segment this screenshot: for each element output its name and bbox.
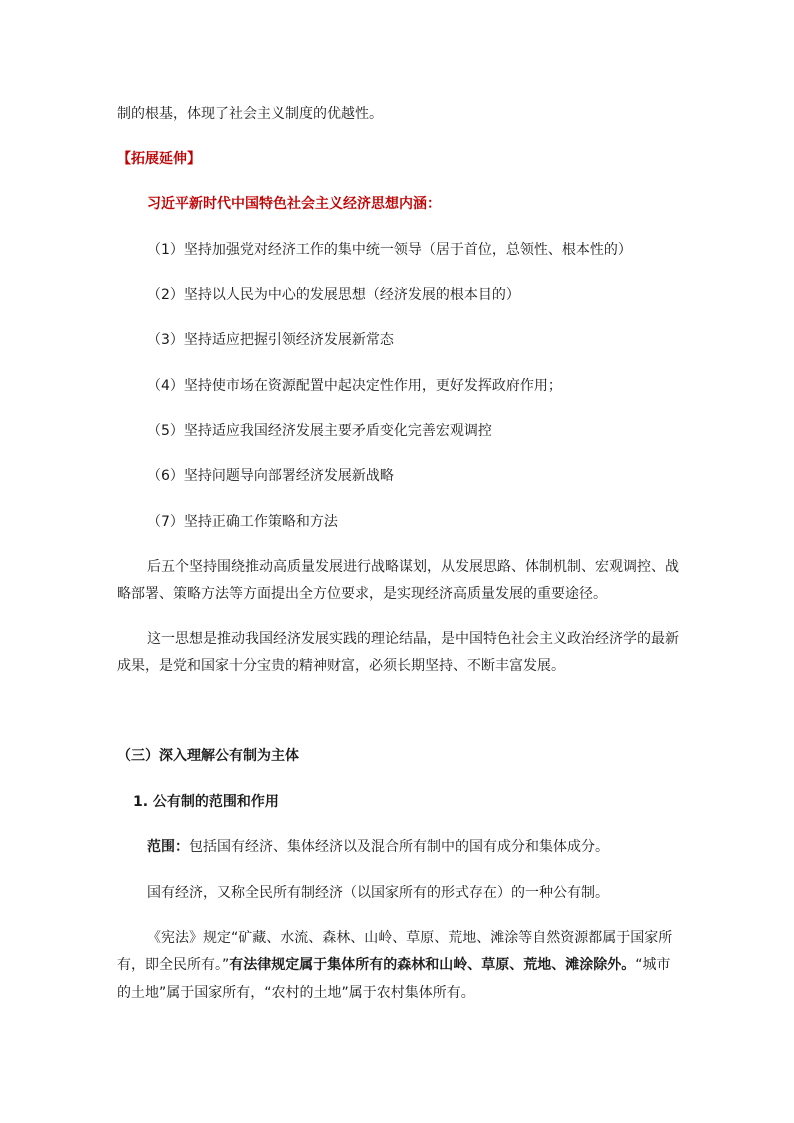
extension-subtitle: 习近平新时代中国特色社会主义经济思想内涵： xyxy=(147,196,441,212)
list-item: （2）坚持以人民为中心的发展思想（经济发展的根本目的） xyxy=(147,287,520,303)
section-heading: （三）深入理解公有制为主体 xyxy=(117,748,299,764)
list-item: （3）坚持适应把握引领经济发展新常态 xyxy=(147,332,394,348)
paragraph-line: 成果，是党和国家十分宝贵的精神财富，必须长期坚持、不断丰富发展。 xyxy=(117,658,565,674)
constitution-line: 的土地”属于国家所有，“农村的土地”属于农村集体所有。 xyxy=(117,985,475,1001)
constitution-text: “城市 xyxy=(635,957,671,973)
paragraph-line: 后五个坚持围绕推动高质量发展进行战略谋划，从发展思路、体制机制、宏观调控、战 xyxy=(147,559,679,575)
state-economy-line: 国有经济，又称全民所有制经济（以国家所有的形式存在）的一种公有制。 xyxy=(147,885,609,901)
scope-text: 包括国有经济、集体经济以及混合所有制中的国有成分和集体成分。 xyxy=(189,839,609,855)
scope-label: 范围： xyxy=(147,839,189,855)
extension-heading: 【拓展延伸】 xyxy=(117,151,201,167)
constitution-text: 有，即全民所有。” xyxy=(117,957,230,973)
list-item: （1）坚持加强党对经济工作的集中统一领导（居于首位，总领性、根本性的） xyxy=(147,242,632,258)
subsection-heading: 1. 公有制的范围和作用 xyxy=(133,794,279,810)
paragraph-line: 这一思想是推动我国经济发展实践的理论结晶，是中国特色社会主义政治经济学的最新 xyxy=(147,631,679,647)
constitution-line xyxy=(117,955,671,975)
constitution-line: 《宪法》规定“矿藏、水流、森林、山岭、草原、荒地、滩涂等自然资源都属于国家所 xyxy=(147,930,673,946)
scope-line xyxy=(147,837,609,857)
list-item: （5）坚持适应我国经济发展主要矛盾变化完善宏观调控 xyxy=(147,423,492,439)
list-item: （7）坚持正确工作策略和方法 xyxy=(147,514,338,530)
list-item: （4）坚持使市场在资源配置中起决定性作用，更好发挥政府作用； xyxy=(147,378,562,394)
intro-line: 制的根基，体现了社会主义制度的优越性。 xyxy=(117,106,383,122)
paragraph-line: 略部署、策略方法等方面提出全方位要求，是实现经济高质量发展的重要途径。 xyxy=(117,586,607,602)
list-item: （6）坚持问题导向部署经济发展新战略 xyxy=(147,468,394,484)
constitution-bold-text: 有法律规定属于集体所有的森林和山岭、草原、荒地、滩涂除外。 xyxy=(229,957,636,973)
